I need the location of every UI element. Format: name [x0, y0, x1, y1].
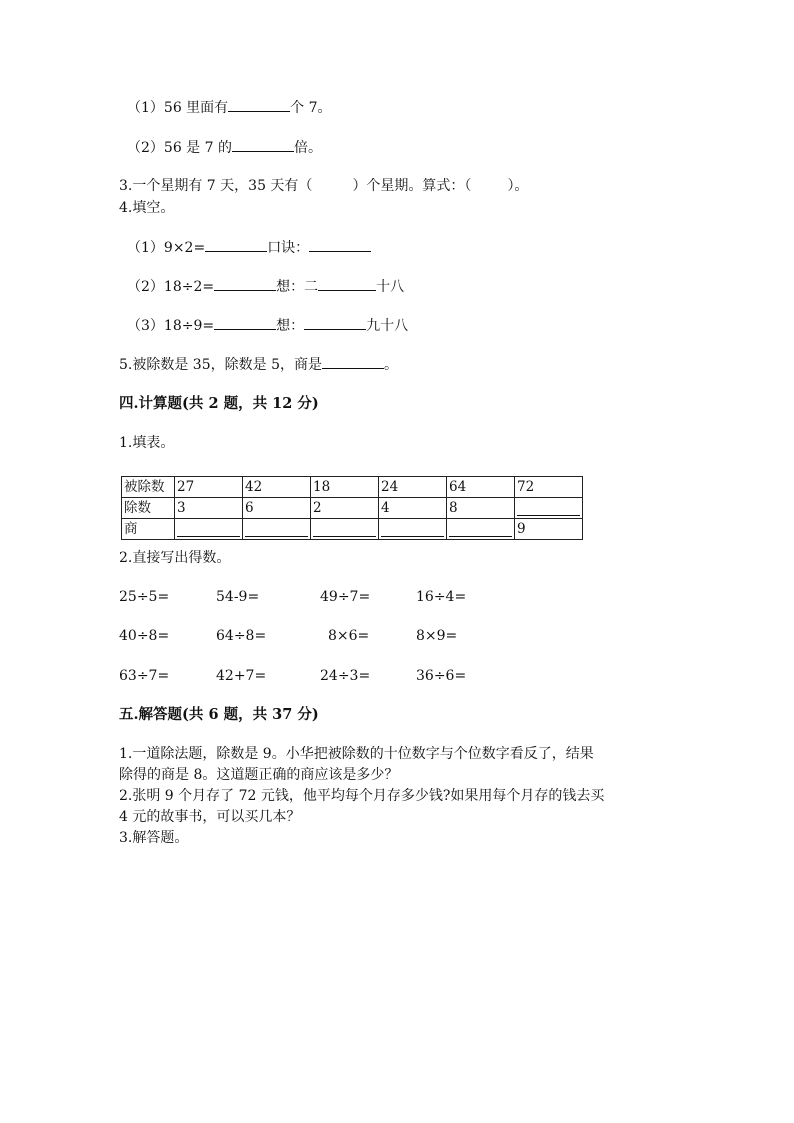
answer-blank[interactable] [517, 500, 580, 516]
divisor-blank-cell[interactable] [515, 498, 583, 519]
question-text: ）。 [507, 178, 529, 194]
problem-2-line-2: 4 元的故事书，可以买几本？ [119, 809, 301, 825]
dividend-cell: 72 [515, 477, 583, 498]
question-text: 九十八 [366, 318, 409, 334]
divisor-cell: 8 [447, 498, 515, 519]
dividend-cell: 42 [243, 477, 311, 498]
question-text: 想：二 [276, 279, 319, 295]
dividend-cell: 27 [175, 477, 243, 498]
question-18div2 [127, 276, 404, 297]
calc-item: 36÷6= [416, 668, 467, 684]
problem-2-line-1: 2.张明 9 个月存了 72 元钱，他平均每个月存多少钱?如果用每个月存的钱去买 [119, 788, 605, 804]
answer-blank[interactable] [214, 276, 276, 291]
question-text: （1）56 里面有 [127, 100, 229, 116]
formula-blank[interactable] [309, 237, 371, 252]
calc-item: 16÷4= [416, 589, 467, 605]
table-row-quotient [122, 519, 583, 540]
quotient-blank-cell[interactable] [243, 519, 311, 540]
question-direct-answer-title: 2.直接写出得数。 [119, 550, 231, 566]
question-text: 。 [383, 357, 398, 373]
divisor-cell: 2 [311, 498, 379, 519]
row-label: 被除数 [122, 477, 175, 498]
dividend-cell: 64 [447, 477, 515, 498]
answer-blank[interactable] [205, 237, 267, 252]
division-table [121, 476, 583, 540]
question-text: （2）18÷2= [127, 279, 215, 295]
answer-blank[interactable] [214, 315, 276, 330]
divisor-cell: 6 [243, 498, 311, 519]
problem-1-line-1: 1.一道除法题，除数是 9。小华把被除数的十位数字与个位数字看反了，结果 [119, 746, 594, 762]
question-text: 个 7。 [290, 100, 332, 116]
question-9x2 [127, 237, 371, 258]
answer-blank[interactable] [228, 97, 290, 112]
calc-item: 54-9= [216, 589, 260, 605]
question-fill-title: 4.填空。 [119, 200, 175, 216]
table-row-divisor [122, 498, 583, 519]
formula-blank[interactable] [304, 315, 366, 330]
calc-item: 49÷7= [320, 589, 371, 605]
answer-blank[interactable] [177, 521, 240, 537]
answer-blank[interactable] [322, 354, 384, 369]
question-fill-table-title: 1.填表。 [119, 435, 175, 451]
question-text: 十八 [376, 279, 405, 295]
quotient-blank-cell[interactable] [379, 519, 447, 540]
question-text: 3.一个星期有 7 天，35 天有（ [119, 178, 313, 194]
calc-item: 25÷5= [119, 589, 170, 605]
answer-blank[interactable] [313, 521, 376, 537]
question-text: （3）18÷9= [127, 318, 215, 334]
dividend-cell: 24 [379, 477, 447, 498]
answer-blank[interactable] [232, 137, 294, 152]
calc-item: 64÷8= [216, 628, 267, 644]
calc-item: 24÷3= [320, 668, 371, 684]
quotient-blank-cell[interactable] [311, 519, 379, 540]
question-text: ）个星期。算式：（ [352, 178, 472, 194]
question-text: 想： [276, 318, 305, 334]
calc-item: 40÷8= [119, 628, 170, 644]
calc-item: 63÷7= [119, 668, 170, 684]
table-row-dividend [122, 477, 583, 498]
question-56-contains-7 [127, 97, 332, 118]
question-text: 倍。 [293, 140, 322, 156]
calc-item: 8×9= [416, 628, 458, 644]
problem-3: 3.解答题。 [119, 830, 189, 846]
question-quotient [119, 354, 398, 375]
section-heading-word-problems: 五.解答题(共 6 题，共 37 分) [119, 706, 319, 723]
row-label: 商 [122, 519, 175, 540]
formula-blank[interactable] [318, 276, 376, 291]
quotient-cell: 9 [515, 519, 583, 540]
divisor-cell: 4 [379, 498, 447, 519]
answer-blank[interactable] [381, 521, 444, 537]
calc-item: 8×6= [328, 628, 370, 644]
divisor-cell: 3 [175, 498, 243, 519]
calc-item: 42+7= [216, 668, 267, 684]
row-label: 除数 [122, 498, 175, 519]
answer-blank[interactable] [245, 521, 308, 537]
quotient-blank-cell[interactable] [447, 519, 515, 540]
section-heading-calculation: 四.计算题(共 2 题，共 12 分) [119, 395, 319, 412]
question-week-days [119, 176, 528, 196]
question-18div9 [127, 315, 408, 336]
quotient-blank-cell[interactable] [175, 519, 243, 540]
question-text: （1）9×2= [127, 240, 206, 256]
answer-blank[interactable] [449, 521, 512, 537]
question-text: 5.被除数是 35，除数是 5，商是 [119, 357, 322, 373]
problem-1-line-2: 除得的商是 8。这道题正确的商应该是多少？ [119, 767, 399, 783]
question-text: 口诀： [267, 240, 310, 256]
dividend-cell: 18 [311, 477, 379, 498]
question-56-times-7 [127, 137, 322, 158]
question-text: （2）56 是 7 的 [127, 140, 232, 156]
